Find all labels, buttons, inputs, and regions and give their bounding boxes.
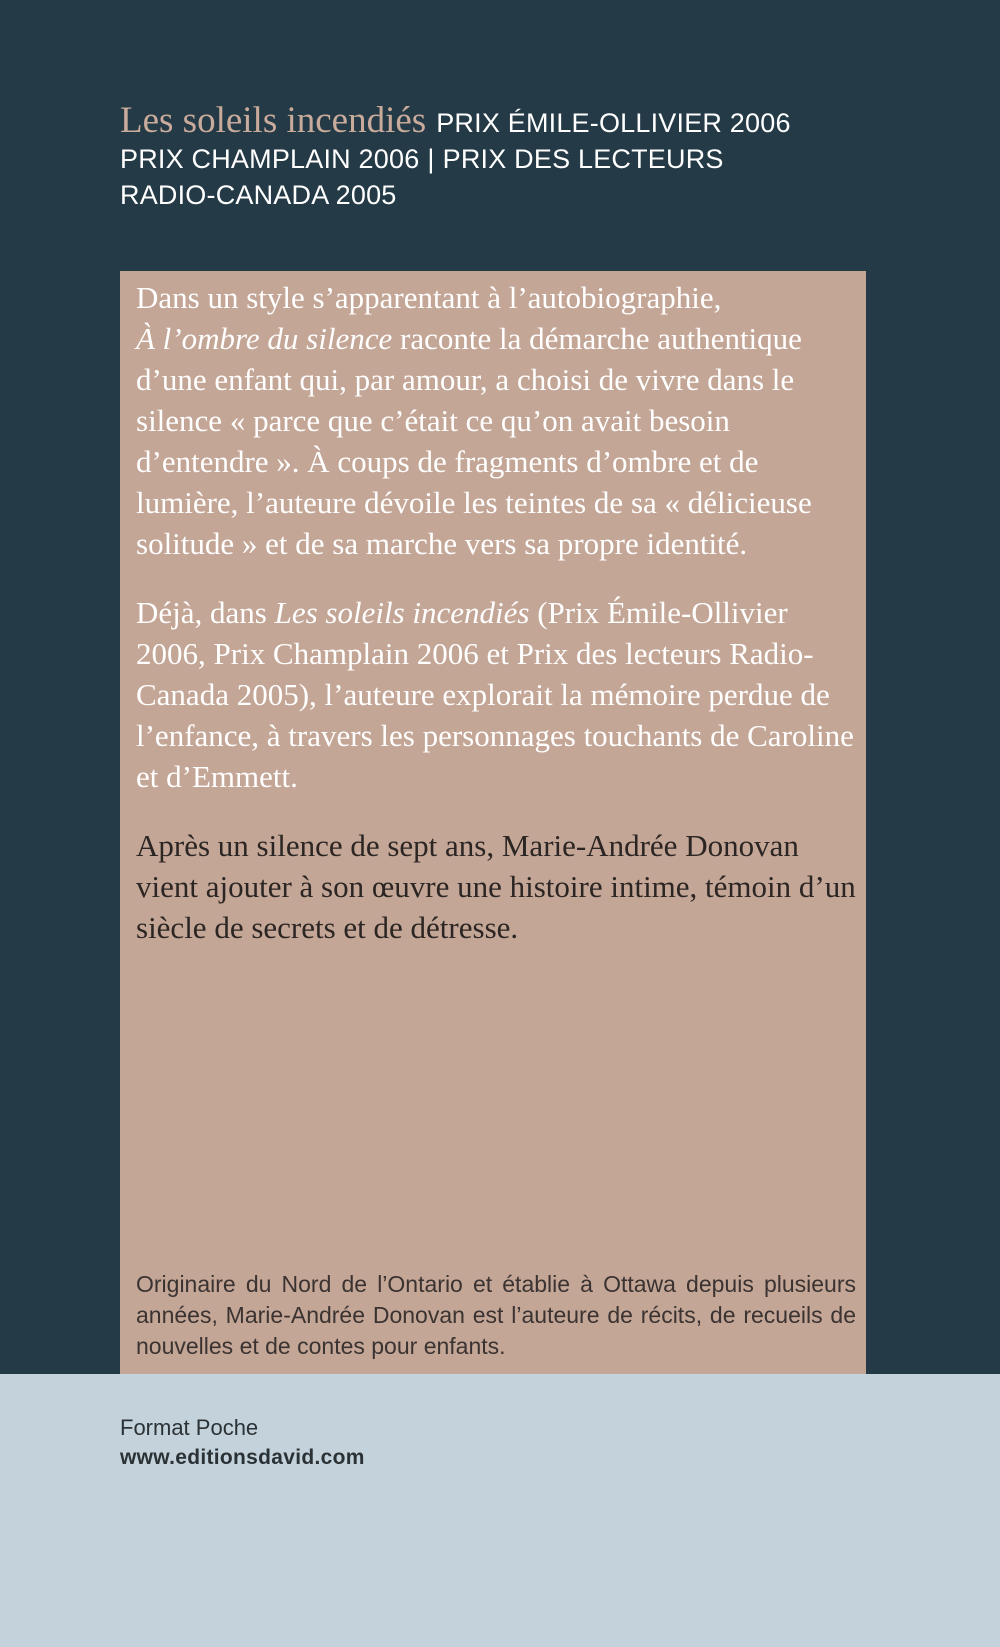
prize-lecteurs-line1: PRIX DES LECTEURS <box>442 144 724 174</box>
publisher-footer <box>120 1413 365 1473</box>
prize-champlain: PRIX CHAMPLAIN 2006 <box>120 144 420 174</box>
blurb-paragraph-1 <box>136 277 856 564</box>
publisher-website: www.editionsdavid.com <box>120 1446 365 1469</box>
blurb-paragraph-2 <box>136 592 856 797</box>
previous-book-title-italic: Les soleils incendiés <box>274 595 530 630</box>
blurb-panel <box>120 271 866 1374</box>
blurb-p2-start: Déjà, dans <box>136 595 275 630</box>
blurb-p2-rest: (Prix Émile-Ollivier 2006, Prix Champlain 2006 et Prix des lecteurs Radio-Canada 2005), l’auteure explorait la mémoire perdue de l’enfance, à travers les personnages touchants de Caroline et d’Emmett. <box>136 595 854 794</box>
awards-block <box>120 100 880 213</box>
blurb-text <box>136 277 856 976</box>
prize-emile-ollivier: PRIX ÉMILE-OLLIVIER 2006 <box>436 108 791 138</box>
author-bio: Originaire du Nord de l’Ontario et établie à Ottawa depuis plusieurs années, Marie-Andrée Donovan est l’auteure de récits, de recueils de nouvelles et de contes pour enfants. <box>136 1271 856 1359</box>
format-label: Format Poche <box>120 1415 259 1440</box>
book-title-italic: À l’ombre du silence <box>136 321 393 356</box>
blurb-paragraph-3: Après un silence de sept ans, Marie-Andrée Donovan vient ajouter à son œuvre une histoire intime, témoin d’un siècle de secrets et de détresse. <box>136 828 856 945</box>
prize-lecteurs-line2: RADIO-CANADA 2005 <box>120 180 397 210</box>
blurb-p1-rest: raconte la démarche authentique d’une enfant qui, par amour, a choisi de vivre dans le silence « parce que c’était ce qu’on avait besoin d’entendre ». À coups de fragments d’ombre et de lumière, l’auteure dévoile les teintes de sa « délicieuse solitude » et de sa marche vers sa propre identité. <box>136 321 812 561</box>
prize-separator: | <box>427 144 435 174</box>
awarded-book-title: Les soleils incendiés <box>120 100 427 141</box>
blurb-p1-line1: Dans un style s’apparentant à l’autobiographie, <box>136 280 722 315</box>
